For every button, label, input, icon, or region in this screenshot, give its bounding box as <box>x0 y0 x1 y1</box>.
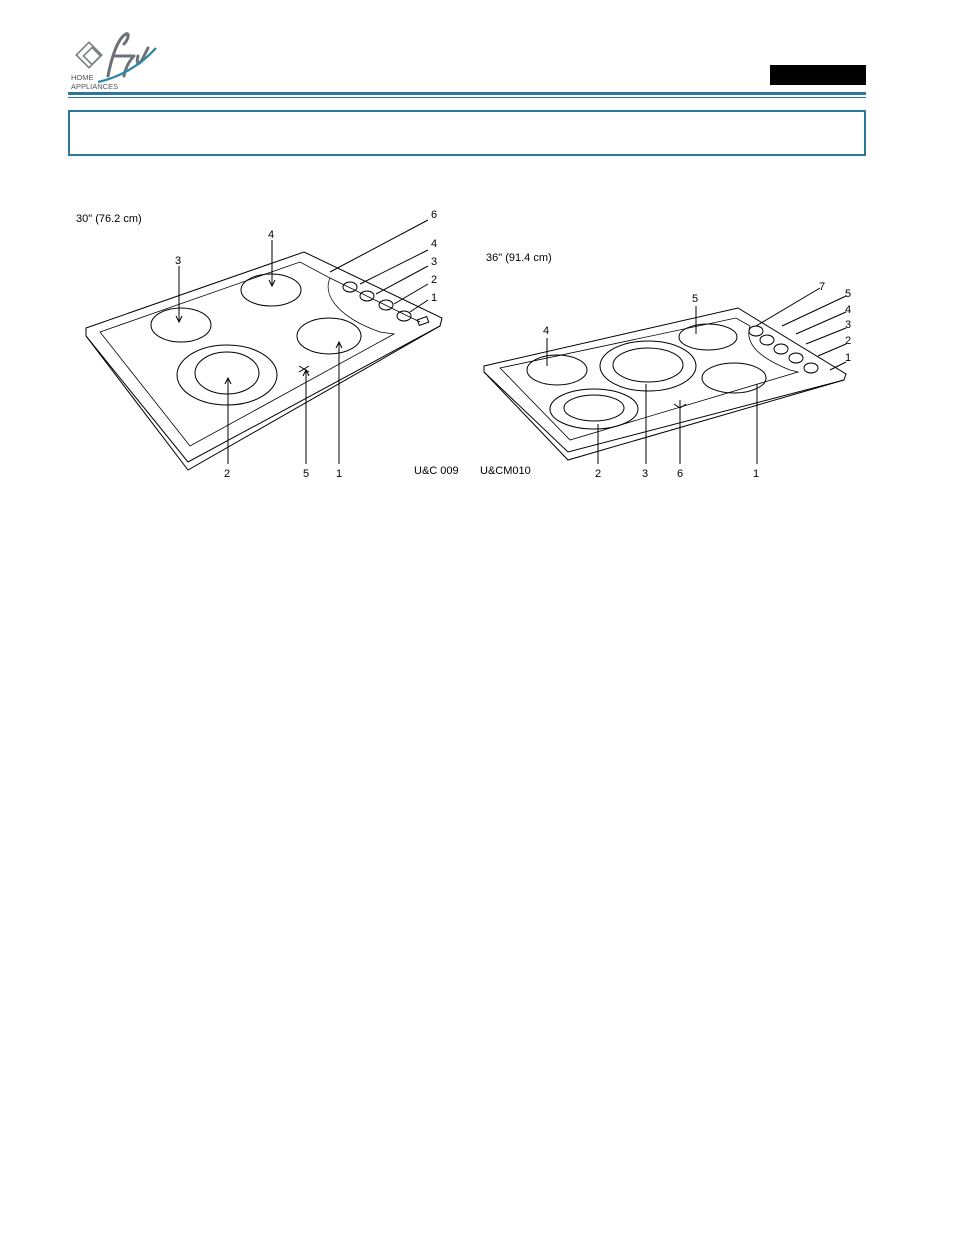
burner-36-5 <box>679 324 737 350</box>
burner-30-4 <box>241 274 301 306</box>
callout-36-2: 2 <box>595 468 602 480</box>
size-label-30: 30" (76.2 cm) <box>76 213 142 225</box>
figure-code-36: U&CM010 <box>480 465 531 477</box>
burner-30-2-inner <box>195 352 259 394</box>
burner-36-1 <box>702 363 766 393</box>
callout-36-1: 1 <box>753 468 760 480</box>
cooktop-30-drawing <box>86 220 442 470</box>
callout-30-knob-4: 4 <box>431 238 438 250</box>
burner-30-2-outer <box>177 345 277 405</box>
knob-36-5 <box>749 326 763 336</box>
knob-30-1 <box>397 311 411 321</box>
callout-30-1: 1 <box>336 468 343 480</box>
callout-36-knob-5: 5 <box>845 288 852 300</box>
burner-30-3 <box>151 308 211 342</box>
indicator-30 <box>299 366 309 372</box>
burner-36-3-inner <box>613 348 683 382</box>
callout-30-6: 6 <box>431 209 438 221</box>
knob-30-4 <box>343 282 357 292</box>
size-label-36: 36" (91.4 cm) <box>486 252 552 264</box>
logo-text-appliances: APPLIANCES <box>71 82 119 91</box>
callout-36-7: 7 <box>819 281 826 293</box>
callout-36-knob-1: 1 <box>845 352 852 364</box>
callout-36-6: 6 <box>677 468 684 480</box>
logo-text-home: HOME <box>71 73 94 82</box>
burner-36-4 <box>527 355 587 385</box>
callout-30-2: 2 <box>224 468 231 480</box>
callout-36-knob-4: 4 <box>845 304 852 316</box>
callout-30-knob-1: 1 <box>431 292 438 304</box>
callout-36-4: 4 <box>543 325 550 337</box>
knob-36-1 <box>804 363 818 373</box>
figure-code-30: U&C 009 <box>414 465 459 477</box>
burner-30-1 <box>297 318 361 354</box>
callout-36-knob-2: 2 <box>845 335 852 347</box>
callout-30-4: 4 <box>268 229 275 241</box>
callout-30-3: 3 <box>175 255 182 267</box>
callout-30-5: 5 <box>303 468 310 480</box>
knob-36-2 <box>789 353 803 363</box>
cooktop-figures <box>0 0 954 520</box>
burner-36-2-inner <box>564 395 624 421</box>
callout-36-3: 3 <box>642 468 649 480</box>
callout-36-5: 5 <box>692 293 699 305</box>
cooktop-36-drawing <box>484 288 846 464</box>
knob-36-4 <box>760 335 774 345</box>
callout-30-knob-2: 2 <box>431 274 438 286</box>
callout-36-knob-3: 3 <box>845 319 852 331</box>
knob-36-3 <box>774 344 788 354</box>
callout-30-knob-3: 3 <box>431 256 438 268</box>
